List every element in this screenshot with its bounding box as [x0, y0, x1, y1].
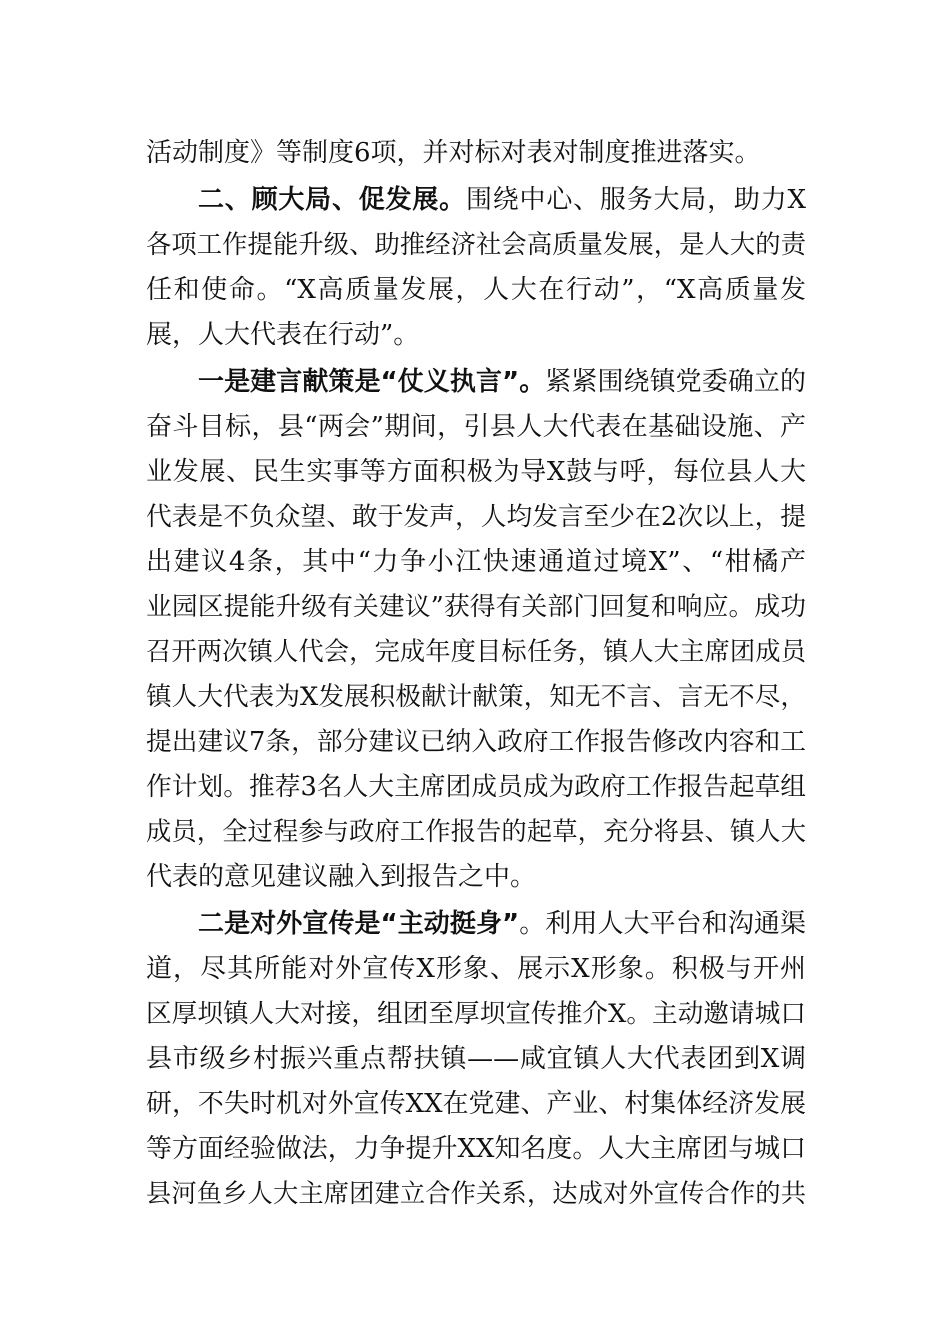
- paragraph-line: [146, 812, 806, 852]
- subsection-heading: 一是建言献策是“仗义执言”。: [198, 367, 546, 397]
- text-run: 各项工作提能升级、助推经济社会高质量发展，是人大的责: [146, 230, 806, 259]
- paragraph-line: [146, 1084, 806, 1124]
- text-run: 展，人大代表在行动”。: [146, 320, 420, 350]
- paragraph-line: [146, 133, 806, 173]
- text-run: 县河鱼乡人大主席团建立合作关系，达成对外宣传合作的共: [146, 1179, 806, 1208]
- paragraph-line: [146, 497, 806, 537]
- text-run: 活动制度》等制度6项，并对标对表对制度推进落实。: [146, 138, 761, 168]
- paragraph-line: [146, 407, 806, 447]
- paragraph-line: [146, 452, 806, 492]
- text-run: 作计划。推荐3名人大主席团成员成为政府工作报告起草组: [146, 772, 806, 802]
- text-run: 等方面经验做法，力争提升XX知名度。人大主席团与城口: [146, 1134, 806, 1164]
- text-run: 业发展、民生实事等方面积极为导X鼓与呼，每位县人大: [146, 457, 806, 487]
- paragraph-line: [146, 767, 806, 807]
- paragraph-line: [146, 225, 806, 265]
- text-run: 出建议4条，其中“力争小江快速通道过境X”、“柑橘产: [146, 547, 806, 577]
- paragraph-line: [146, 722, 806, 762]
- text-run: 成员，全过程参与政府工作报告的起草，充分将县、镇人大: [146, 817, 806, 846]
- paragraph-line: [146, 587, 806, 627]
- text-run: 道，尽其所能对外宣传X形象、展示X形象。积极与开州: [146, 954, 806, 984]
- paragraph-line: [146, 677, 806, 717]
- text-run: 县市级乡村振兴重点帮扶镇——咸宜镇人大代表团到X调: [146, 1044, 806, 1074]
- text-run: 镇人大代表为X发展积极献计献策，知无不言、言无不尽，: [146, 682, 806, 712]
- text-run: 任和使命。“X高质量发展，人大在行动”，“X高质量发: [146, 275, 806, 305]
- text-run: 奋斗目标，县“两会”期间，引县人大代表在基础设施、产: [146, 412, 806, 442]
- text-run: 代表是不负众望、敢于发声，人均发言至少在2次以上，提: [146, 502, 806, 532]
- paragraph-line: [146, 949, 806, 989]
- paragraph-line: [146, 1039, 806, 1079]
- text-run: 紧紧围绕镇党委确立的: [545, 367, 806, 397]
- paragraph-line: [146, 542, 806, 582]
- paragraph-line: [146, 857, 806, 897]
- paragraph-line: [146, 994, 806, 1034]
- text-run: 研，不失时机对外宣传XX在党建、产业、村集体经济发展: [146, 1089, 806, 1119]
- paragraph-line: [146, 270, 806, 310]
- paragraph-line: [146, 1174, 806, 1214]
- paragraph-line: [146, 632, 806, 672]
- text-run: 提出建议7条，部分建议已纳入政府工作报告修改内容和工: [146, 727, 806, 757]
- paragraph-line: [146, 180, 806, 220]
- text-run: 。利用人大平台和沟通渠: [519, 909, 806, 939]
- text-run: 区厚坝镇人大对接，组团至厚坝宣传推介X。主动邀请城口: [146, 999, 806, 1029]
- section-heading: 二、顾大局、促发展。: [198, 185, 466, 215]
- paragraph-line: [146, 315, 806, 355]
- subsection-heading: 二是对外宣传是“主动挺身”: [198, 909, 520, 939]
- text-run: 代表的意见建议融入到报告之中。: [146, 862, 537, 892]
- paragraph-line: [146, 362, 806, 402]
- text-run: 业园区提能升级有关建议”获得有关部门回复和响应。成功: [146, 592, 806, 622]
- paragraph-line: [146, 904, 806, 944]
- text-run: 召开两次镇人代会，完成年度目标任务，镇人大主席团成员: [146, 637, 806, 666]
- text-run: 围绕中心、服务大局，助力X: [465, 185, 806, 215]
- paragraph-line: [146, 1129, 806, 1169]
